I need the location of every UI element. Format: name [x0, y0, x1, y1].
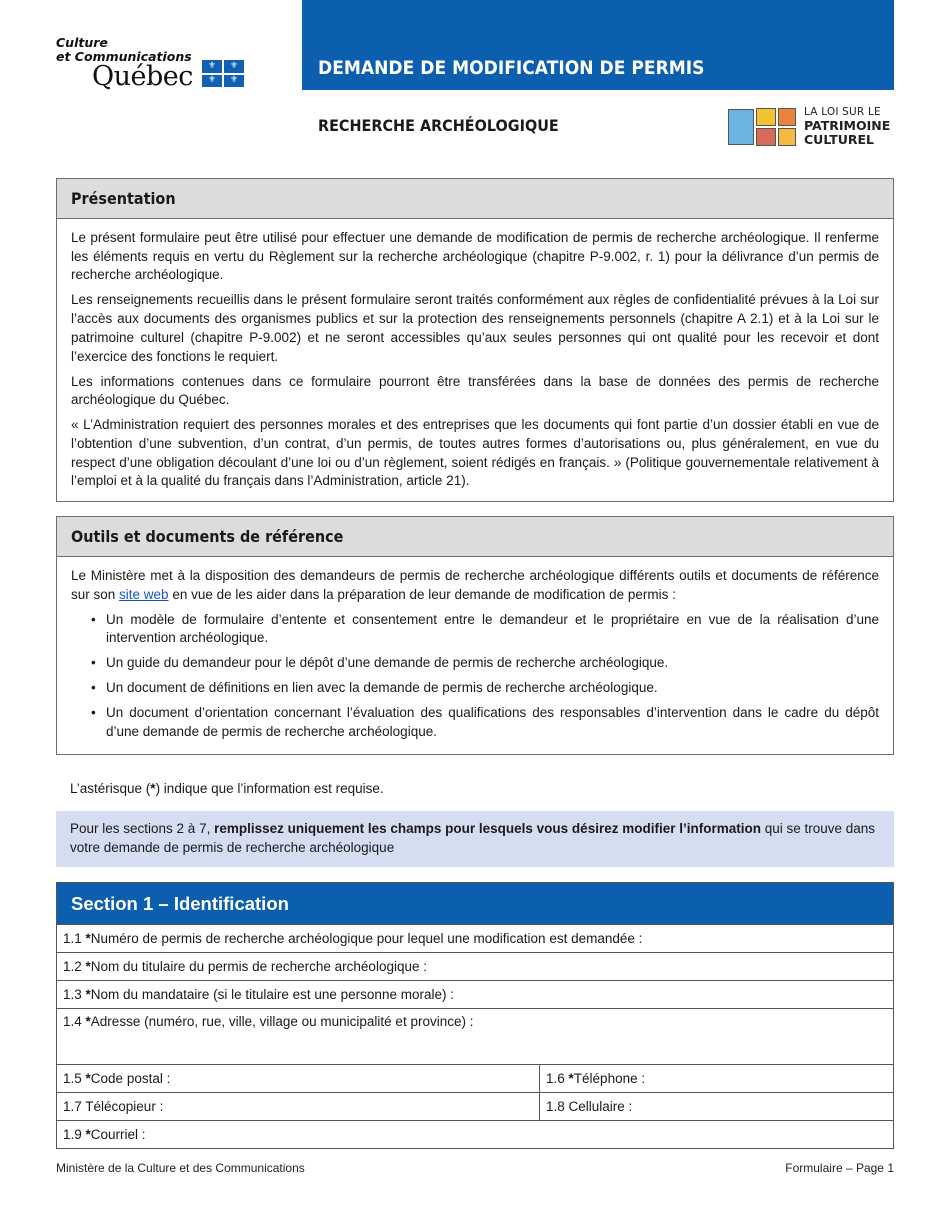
loi-patrimoine-logo [728, 106, 896, 148]
tools-title: Outils et documents de référence [71, 527, 344, 546]
field-number: 1.5 [63, 1071, 86, 1086]
presentation-paragraph: Les renseignements recueillis dans le présent formulaire seront traités conformément aux règles de confidentialité prévues à la Loi sur l’accès aux documents des organismes publics et sur la protection des renseignements personnels (chapitre A 2.1) et à la Loi sur le patrimoine culturel (chapitre P-9.002) et ne seront accessibles qu’aux seules personnes qui ont qualité pour les recevoir et dont l’exercice des fonctions le requiert. [71, 292, 879, 364]
field-label: Code postal : [90, 1071, 171, 1086]
patrimoine-icons [728, 106, 798, 148]
note-before: L’astérisque ( [70, 781, 151, 796]
tools-header [57, 517, 893, 557]
field-label: Courriel : [90, 1127, 146, 1142]
field-email[interactable] [57, 1120, 893, 1148]
field-number: 1.4 [63, 1014, 86, 1029]
footer-page: Formulaire – Page 1 [785, 1161, 894, 1175]
field-label: 1.7 Télécopieur : [63, 1099, 164, 1114]
field-number: 1.1 [63, 931, 86, 946]
section-identification [56, 882, 894, 1149]
site-web-link[interactable]: site web [119, 586, 169, 602]
field-number: 1.2 [63, 959, 86, 974]
section-title: Section 1 – Identification [71, 893, 289, 914]
field-label: 1.8 Cellulaire : [546, 1099, 633, 1114]
form-subtitle: RECHERCHE ARCHÉOLOGIQUE [318, 116, 559, 135]
logo-line-quebec: Québec [92, 61, 193, 92]
field-cellphone[interactable] [540, 1093, 893, 1120]
presentation-box [56, 178, 894, 502]
field-number: 1.6 [546, 1071, 569, 1086]
note-after: ) indique que l’information est requise. [155, 781, 384, 796]
tools-intro-before: Le Ministère met à la disposition des demandeurs de permis de recherche archéologique différents outils et documents de référence sur son [71, 568, 879, 602]
logo-line-culture: Culture [56, 35, 108, 50]
field-telephone[interactable] [540, 1065, 893, 1092]
presentation-body [57, 219, 893, 491]
asterisk-icon: * [568, 1071, 574, 1086]
field-mandatary-name[interactable] [57, 980, 893, 1008]
field-label: Numéro de permis de recherche archéologique pour lequel une modification est demandée : [90, 931, 643, 946]
tools-list [71, 611, 879, 742]
footer-ministry: Ministère de la Culture et des Communications [56, 1161, 305, 1175]
tools-body [57, 557, 893, 742]
quebec-flag-icon: ⚜ ⚜ ⚜ ⚜ [202, 60, 244, 87]
field-label: Téléphone : [573, 1071, 646, 1086]
info-band [56, 811, 894, 867]
field-permit-number[interactable] [57, 924, 893, 952]
info-after: qui se trouve dans votre demande de permis de recherche archéologique [70, 821, 876, 855]
list-item: • Un modèle de formulaire d’entente et consentement entre le demandeur et le propriétaire en vue de la réalisation d’une intervention archéologique. [91, 611, 879, 648]
presentation-header [57, 179, 893, 219]
row-postal-phone [57, 1064, 893, 1092]
list-item: • Un document de définitions en lien avec la demande de permis de recherche archéologique. [91, 679, 879, 698]
asterisk-icon: * [85, 1071, 91, 1086]
row-fax-cell [57, 1092, 893, 1120]
required-note [70, 780, 384, 798]
field-label: Adresse (numéro, rue, ville, village ou municipalité et province) : [90, 1014, 474, 1029]
asterisk-icon: * [150, 781, 156, 796]
field-postal-code[interactable] [57, 1065, 540, 1092]
tools-box [56, 516, 894, 755]
title-banner [302, 0, 894, 90]
presentation-title: Présentation [71, 189, 176, 208]
asterisk-icon: * [85, 1014, 91, 1029]
section-header [57, 883, 893, 924]
asterisk-icon: * [85, 931, 91, 946]
presentation-paragraph: Les informations contenues dans ce formulaire pourront être transférées dans la base de données des permis de recherche archéologique du Québec. [71, 373, 879, 408]
field-holder-name[interactable] [57, 952, 893, 980]
info-before: Pour les sections 2 à 7, [70, 821, 215, 836]
field-number: 1.9 [63, 1127, 86, 1142]
asterisk-icon: * [85, 987, 91, 1002]
field-address[interactable] [57, 1008, 893, 1064]
asterisk-icon: * [85, 1127, 91, 1142]
tools-intro-after: en vue de les aider dans la préparation de leur demande de modification de permis : [168, 586, 676, 602]
field-fax[interactable] [57, 1093, 540, 1120]
loi-line2: PATRIMOINE [804, 118, 891, 133]
presentation-paragraph: « L’Administration requiert des personnes morales et des entreprises que les documents qui font partie d’un dossier établi en vue de l’obtention d’une subvention, d’un contrat, d’un permis, de toutes autres formes d’autorisations ou, plus généralement, en vue du respect d’une obligation découlant d’une loi ou d’un règlement, soient rédigés en français. » (Politique gouvernementale relativement à l’emploi et à la qualité du français dans l’Administration, article 21). [71, 417, 879, 489]
asterisk-icon: * [85, 959, 91, 974]
field-number: 1.3 [63, 987, 86, 1002]
loi-text [804, 106, 890, 147]
list-item: • Un guide du demandeur pour le dépôt d’une demande de permis de recherche archéologique. [91, 654, 879, 673]
logo-line-communications: et Communications [56, 49, 192, 64]
list-item: • Un document d’orientation concernant l’évaluation des qualifications des responsables d’intervention dans le cadre du dépôt d’une demande de permis de recherche archéologique. [91, 704, 879, 741]
loi-line1: LA LOI SUR LE [804, 106, 881, 118]
field-label: Nom du titulaire du permis de recherche archéologique : [90, 959, 427, 974]
info-bold: remplissez uniquement les champs pour lesquels vous désirez modifier l’information [214, 821, 761, 836]
quebec-logo [56, 36, 256, 96]
loi-line3: CULTUREL [804, 132, 875, 147]
presentation-paragraph: Le présent formulaire peut être utilisé pour effectuer une demande de modification de permis de recherche archéologique. Il renferme les éléments requis en vertu du Règlement sur la recherche archéologique (chapitre P-9.002, r. 1) pour la délivrance d’un permis de recherche archéologique. [71, 230, 879, 283]
field-label: Nom du mandataire (si le titulaire est une personne morale) : [90, 987, 454, 1002]
form-title: DEMANDE DE MODIFICATION DE PERMIS [318, 57, 705, 79]
tools-intro [71, 567, 879, 604]
